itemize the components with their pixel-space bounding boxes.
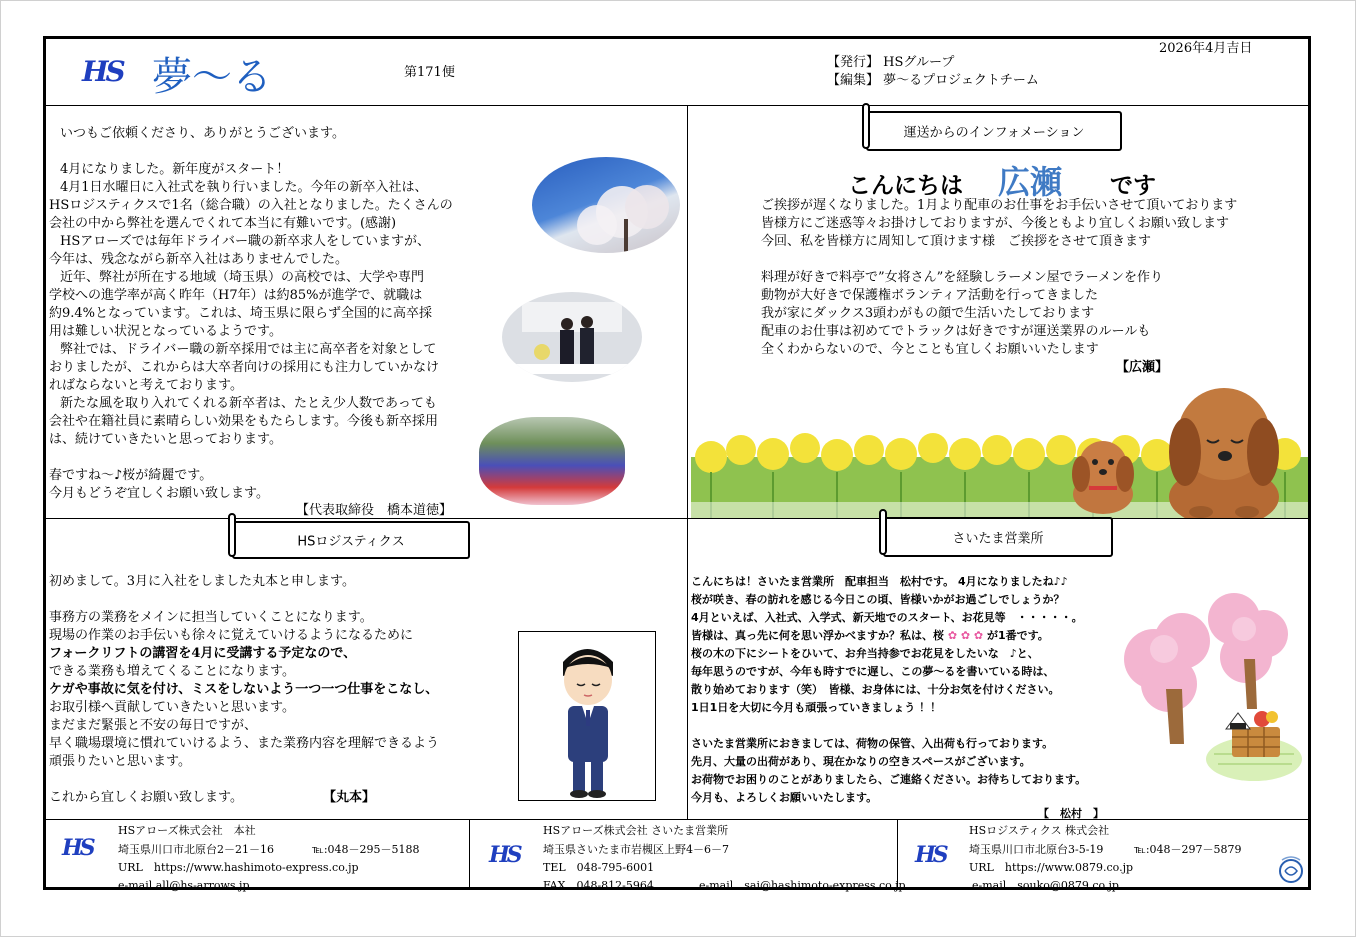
greeting-line: 学校への進学率が高く昨年（H7年）は約85%が進学で、就職は [49,288,423,303]
transport-line: 料理が好きで料亭で”女将さん”を経験しラーメン屋でラーメンを作り [761,270,1163,285]
transport-hello-prefix: こんにちは [848,173,963,199]
greeting-line [49,143,453,161]
issue-date: 2026年4月吉日 [1159,41,1253,56]
greeting-line: は、続けていきたいと思っております。 [49,432,282,447]
footer-url-1: URL https://www.hashimoto-express.co.jp [118,861,359,874]
logistics-line: 初めまして。3月に入社をしました丸本と申します。 [49,574,355,589]
transport-line: 我が家にダックス3頭わがもの顔で生活いたしております [761,306,1095,321]
greeting-line: 今年は、残念ながら新卒入社はありませんでした。 [49,252,349,267]
logistics-line: これから宜しくお願い致します。 [49,790,243,805]
footer-email-3: e-mail souko@0879.co.jp [972,879,1119,892]
tulip-field-photo [479,417,625,505]
newsletter-sheet [43,36,1311,890]
transport-line: 今回、私を皆様方に周知して頂けます様 ご挨拶をさせて頂きます [761,234,1152,249]
logistics-line: お取引様へ貢献していきたいと思います。 [49,700,295,715]
publisher: 【発行】 HSグループ [827,55,955,70]
logistics-line: 早く職場環境に慣れていけるよう、また業務内容を理解できるよう [49,736,440,751]
footer-divider-1 [469,819,470,887]
transport-line: ご挨拶が遅くなりました。1月より配車のお仕事をお手伝いさせて頂いております [761,198,1238,213]
logistics-line: できる業務も増えてくることになります。 [49,664,295,679]
saitama-line: 桜が咲き、春の訪れを感じる今日この頃、皆様いかがお過ごしでしょうか？ [691,593,1065,606]
footer-url-3: URL https://www.0879.co.jp [969,861,1134,874]
transport-line: 配車のお仕事は初めてでトラックは好きですが運送業界のルールも [761,324,1151,339]
saitama-line: 今月も、よろしくお願いいたします。 [691,791,878,804]
saitama-body [691,573,1086,807]
greeting-line: 4月になりました。新年度がスタート！ [60,162,290,177]
greeting-line: 用は難しい状況となっているようです。 [49,324,282,339]
saitama-line: 桜の木の下にシートをひいて、お弁当持参でお花見をしたいな ♪と、 [691,647,1039,660]
transport-line [761,251,1237,269]
ceremony-photo [502,292,642,382]
greeting-signature: 【代表取締役 橋本道徳】 [296,503,453,518]
saitama-line-4-text: 皆様は、真っ先に何を思い浮かべますか？私は、桜 [691,629,944,642]
saitama-line: こんにちは！さいたま営業所 配車担当 松村です。 4月になりましたね♪♪ [691,575,1068,588]
footer-tel-1: ℡:048－295－5188 [312,843,420,856]
footer-company-1: HSアローズ株式会社 本社 [118,824,256,837]
saitama-line-4 [691,627,1086,645]
saitama-line-4-suffix: が1番です。 [986,629,1049,642]
center-divider [687,105,688,819]
transport-heading [866,111,1122,151]
footer-logo-1: HS [62,835,93,861]
newsletter-title: 夢～る [152,54,272,100]
saitama-line: さいたま営業所におきましては、荷物の保管、入出荷も行っております。 [691,737,1054,750]
greeting-line [49,449,453,467]
footer-tel-3: ℡:048－297－5879 [1134,843,1242,856]
saitama-line: 毎年思うのですが、今年も時すでに遅し、この夢～るを書いている時は、 [691,665,1055,678]
greeting-line: 会社の中から弊社を選んでくれて本当に有難いです。(感謝) [49,216,397,231]
greeting-line: 春ですね～♪桜が綺麗です。 [49,468,213,483]
transport-name: 広瀬 [998,163,1063,201]
flowers-and-dogs-illustration [691,362,1308,518]
logistics-heading-text: HSロジスティクス [297,534,405,550]
saitama-line: 先月、大量の出荷があり、現在かなりの空きスペースがございます。 [691,755,1031,768]
logistics-line [49,591,439,609]
footer-address-2: 埼玉県さいたま市岩槻区上野4－6－7 [543,843,729,856]
logistics-signature: 【丸本】 [323,790,376,805]
greeting-line: 近年、弊社が所在する地域（埼玉県）の高校では、大学や専門 [60,270,425,285]
greeting-line: 今月もどうぞ宜しくお願い致します。 [49,486,269,501]
transport-body [761,197,1237,359]
footer-logo-2: HS [489,842,520,868]
saitama-heading [883,517,1113,557]
certification-seal-icon [1278,854,1304,884]
greeting-line: いつもご依頼くださり、ありがとうございます。 [60,126,345,141]
logistics-line: フォークリフトの講習を4月に受講する予定なので、 [49,646,357,661]
footer-logo-3: HS [915,842,946,868]
cherry-blossom-photo [532,157,680,253]
saitama-line: 散り始めております（笑） 皆様、お身体には、十分お気を付けください。 [691,683,1060,696]
greeting-line: HSロジスティクスで1名（総合職）の入社となりました。たくさんの [49,198,453,213]
footer-address-1: 埼玉県川口市北原台2－21－16 [118,843,274,856]
footer-email-2: e-mail sai@hashimoto-express.co.jp [699,879,906,892]
saitama-line: 1日1日を大切に今月も頑張っていきましょう ！！ [691,701,942,714]
logistics-line [49,771,439,789]
transport-hello-suffix: です [1110,173,1156,199]
greeting-body [49,125,453,503]
logistics-body [49,573,439,807]
footer-company-2: HSアローズ株式会社 さいたま営業所 [543,824,729,837]
cherry-tree-picnic-illustration [1114,579,1304,789]
footer-divider [46,819,1308,820]
header-divider [46,105,1308,106]
greeting-line: 弊社では、ドライバー職の新卒採用では主に高卒者を対象として [60,342,437,357]
saitama-heading-text: さいたま営業所 [952,531,1044,547]
logistics-line: まだまだ緊張と不安の毎日ですが、 [49,718,258,733]
saitama-line: お荷物でお困りのことがありましたら、ご連絡ください。お待ちしております。 [691,773,1087,786]
saitama-line [691,717,1086,735]
footer-company-3: HSロジスティクス 株式会社 [969,824,1110,837]
hs-logo: HS [82,55,123,88]
transport-line: 全くわからないので、今とことも宜しくお願いいたします [761,342,1099,357]
logistics-line: 現場の作業のお手伝いも徐々に覚えていけるようになるために [49,628,414,643]
editor: 【編集】 夢～るプロジェクトチーム [827,73,1039,88]
greeting-line: 会社や在籍社員に素晴らしい効果をもたらします。今後も新卒採用 [49,414,438,429]
saitama-line: 4月といえば、入社式、入学式、新天地でのスタート、お花見等 ・・・・・。 [691,611,1083,624]
logistics-line: 事務方の業務をメインに担当していくことになります。 [49,610,373,625]
sakura-flowers-icon: ✿ ✿ ✿ [944,629,987,642]
logistics-line: 頑張りたいと思います。 [49,754,191,769]
footer-address-3: 埼玉県川口市北原台3-5-19 [969,843,1104,856]
greeting-line: ればならないと考えております。 [49,378,243,393]
greeting-line: おりましたが、これからは大卒者向けの採用にも注力していかなけ [49,360,440,375]
greeting-line: 4月1日水曜日に入社式を執り行いました。今年の新卒入社は、 [60,180,428,195]
transport-line: 動物が大好きで保護権ボランティア活動を行ってきました [761,288,1098,303]
transport-heading-text: 運送からのインフォメーション [903,125,1085,141]
bowing-man-illustration [518,631,656,801]
transport-signature: 【広瀬】 [1116,360,1169,375]
greeting-line: 約9.4%となっています。これは、埼玉県に限らず全国的に高卒採 [49,306,432,321]
big-dog [1169,388,1279,518]
footer-email-1: e-mail all@hs-arrows.jp [118,879,250,892]
logistics-line: ケガや事故に気を付け、ミスをしないよう一つ一つ仕事をこなし、 [49,682,439,697]
transport-line: 皆様方にご迷惑等々お掛けしておりますが、今後ともより宜しくお願い致します [761,216,1230,231]
greeting-line: HSアローズでは毎年ドライバー職の新卒求人をしていますが、 [60,234,430,249]
footer-tel-2: TEL 048-795-6001 [543,861,655,874]
greeting-line: 新たな風を取り入れてくれる新卒者は、たとえ少人数であっても [60,396,437,411]
saitama-signature: 【 松村 】 [1038,807,1104,820]
logistics-heading [232,521,470,559]
footer-fax-2: FAX 048-812-5964 [543,879,654,892]
issue-number: 第171便 [404,65,455,80]
